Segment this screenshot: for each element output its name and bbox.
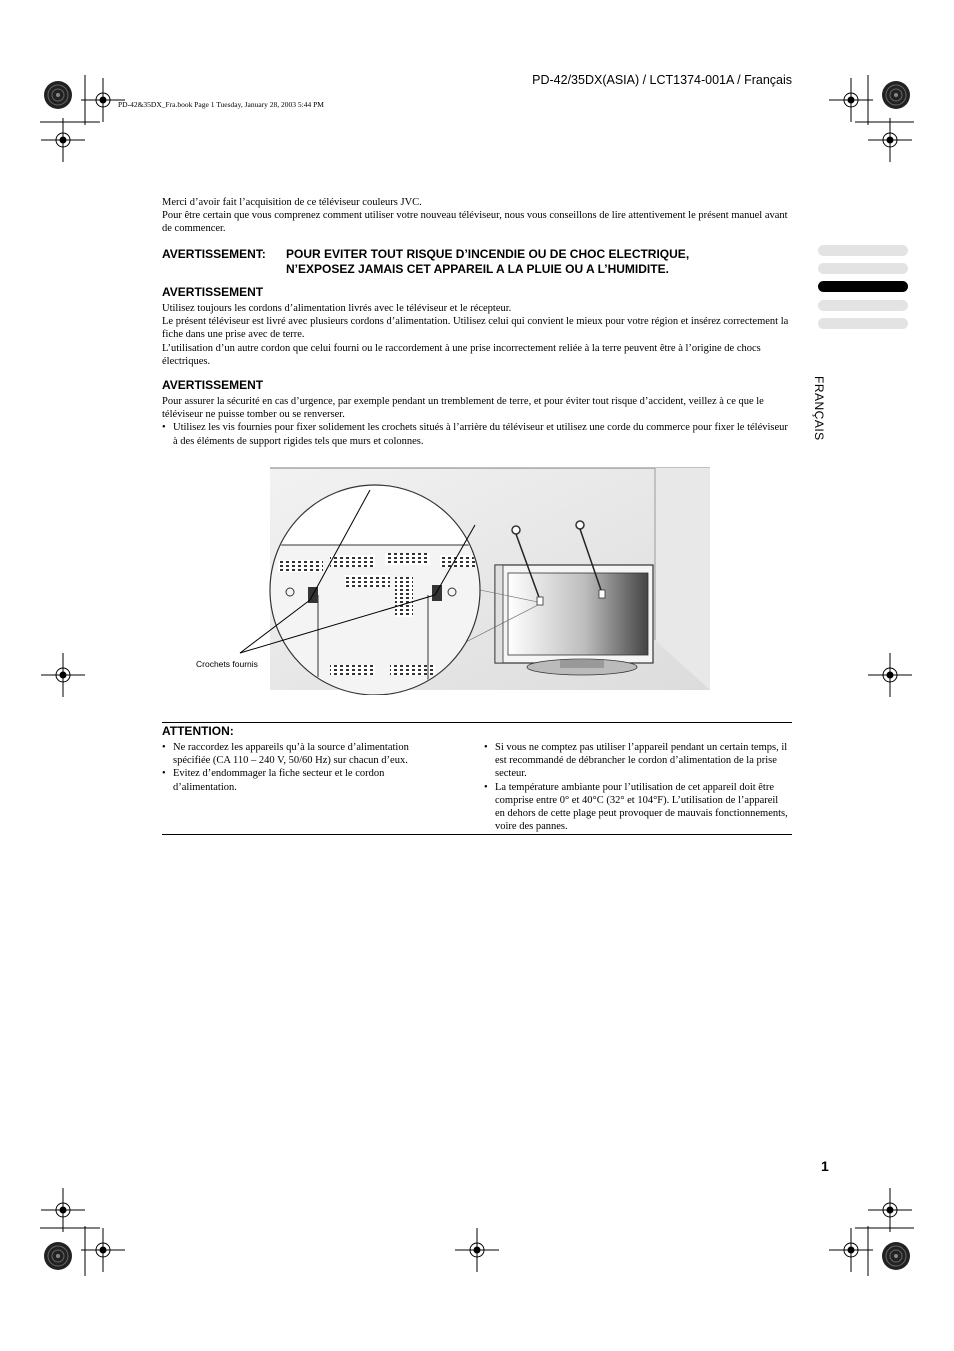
attention-bottom-rule: [162, 834, 792, 835]
intro-line-1: Merci d’avoir fait l’acquisition de ce téléviseur couleurs JVC.: [162, 197, 422, 208]
language-tab-active: [818, 281, 908, 292]
warning-1-paragraph-3: L’utilisation d’un autre cordon que celui fourni ou le raccordement à une prise incorrectement reliée à la terre peuvent être à l’origine de chocs électriques.: [162, 342, 761, 367]
warning-2-bullet-1: • Utilisez les vis fournies pour fixer solidement les crochets situés à l’arrière du téléviseur et utilisez une corde du commerce pour fixer le téléviseur à des éléments de support rigides tels que murs et colonnes.: [162, 421, 792, 447]
language-label: FRANÇAIS: [812, 376, 826, 441]
warning-1-heading: AVERTISSEMENT: [162, 285, 264, 299]
intro: [162, 196, 792, 236]
book-info-line: PD-42&35DX_Fra.book Page 1 Tuesday, January 28, 2003 5:44 PM: [118, 100, 324, 109]
attention-left-item-2: • Evitez d’endommager la fiche secteur et le cordon d’alimentation.: [162, 767, 447, 793]
attention-top-rule: [162, 722, 792, 723]
illustration-callout: Crochets fournis: [196, 659, 258, 669]
attention-heading: ATTENTION:: [162, 724, 234, 738]
attention-right-item-1: • Si vous ne comptez pas utiliser l’appareil pendant un certain temps, il est recommandé de débrancher le cordon d’alimentation de la prise secteur.: [484, 741, 790, 781]
language-tab-1: [818, 245, 908, 256]
attention-right-item-2: • La température ambiante pour l’utilisation de cet appareil doit être comprise entre 0° et 40°C (32° et 104°F). L’utilisation de l’appareil en dehors de cette plage peut provoquer de mauvais fonctionnements, voire des pannes.: [484, 781, 790, 834]
wall-mount-illustration: [190, 465, 715, 695]
warning-2-heading: AVERTISSEMENT: [162, 378, 264, 392]
warning-1-paragraph-2: Le présent téléviseur est livré avec plusieurs cordons d’alimentation. Utilisez celui qui convient le mieux pour votre région et insérez correctement la fiche dans une prise avec de terre.: [162, 316, 789, 341]
main-warning-line-1: POUR EVITER TOUT RISQUE D’INCENDIE OU DE CHOC ELECTRIQUE,: [286, 247, 690, 261]
language-tab-2: [818, 263, 908, 274]
warning-2-paragraph-1: Pour assurer la sécurité en cas d’urgence, par exemple pendant un tremblement de terre, et pour éviter tout risque d’accident, veillez à ce que le téléviseur ne puisse tomber ou se renverser.: [162, 396, 764, 421]
warning-1-paragraph-1: Utilisez toujours les cordons d’alimentation livrés avec le téléviseur et le récepteur.: [162, 303, 512, 314]
warning-section-2: [162, 378, 792, 448]
main-warning-label: AVERTISSEMENT:: [162, 247, 266, 261]
intro-line-2: Pour être certain que vous comprenez comment utiliser votre nouveau téléviseur, nous vous conseillons de lire attentivement le présent manuel avant de commencer.: [162, 210, 788, 235]
attention-left-column: [162, 741, 447, 794]
language-tab-4: [818, 300, 908, 311]
page-number: 1: [821, 1158, 829, 1174]
main-warning-line-2: N’EXPOSEZ JAMAIS CET APPAREIL A LA PLUIE OU A L’HUMIDITE.: [286, 261, 669, 276]
document-id: PD-42/35DX(ASIA) / LCT1374-001A / Français: [532, 73, 792, 87]
attention-right-column: [484, 741, 790, 833]
language-tab-5: [818, 318, 908, 329]
attention-left-item-1: • Ne raccordez les appareils qu’à la source d’alimentation spécifiée (CA 110 – 240 V, 50/60 Hz) sur chacun d’eux.: [162, 741, 447, 767]
warning-section-1: [162, 285, 792, 368]
